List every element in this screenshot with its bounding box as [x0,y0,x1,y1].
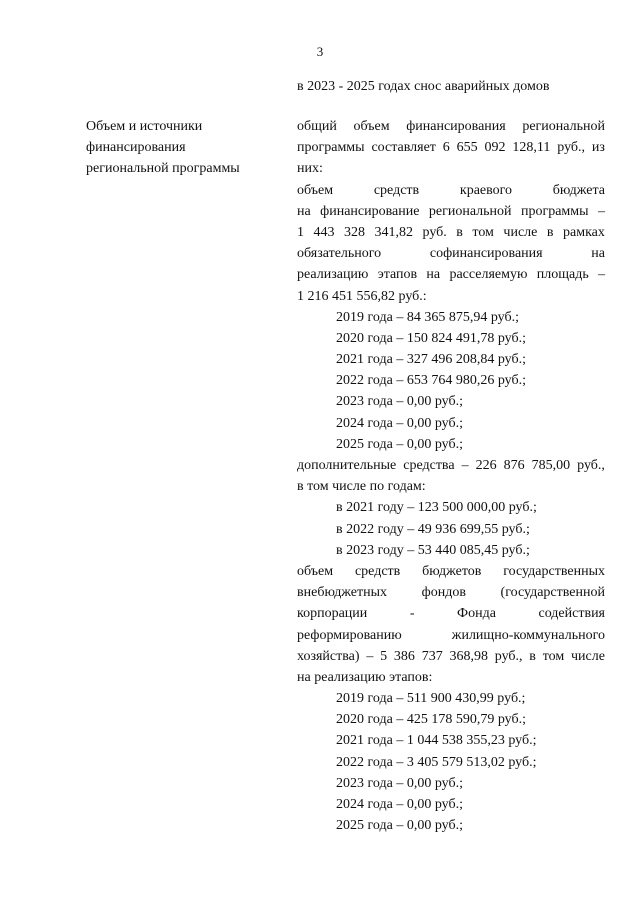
text-line: 2022 года – 653 764 980,26 руб.; [336,373,526,389]
text-line [297,180,605,201]
word: краевого [459,182,513,198]
page-number: 3 [316,44,324,59]
word: Фонда [457,606,496,622]
word: на [426,267,441,283]
text-line [297,646,605,667]
word: этапов [377,267,418,283]
word: 6 [442,140,450,156]
word: в [546,224,554,240]
word: реализацию [297,267,369,283]
text-line: 2025 года – 0,00 руб.; [336,436,463,452]
word: жилищно-коммунального [451,627,605,643]
word: содействия [538,606,605,622]
word: рамках [563,224,605,240]
text-line: 2021 года – 327 496 208,84 руб.; [336,352,526,368]
word: числе [503,224,538,240]
word: объем [297,182,334,198]
text-line: 1 216 451 556,82 руб.: [297,288,427,304]
word: дополнительные [297,458,397,473]
word: средства [403,458,455,473]
word: 443 [313,224,335,240]
text-line: 2019 года – 84 365 875,94 руб.; [336,309,519,325]
text-line: 2019 года – 511 900 430,99 руб.; [336,691,526,707]
word: (государственной [500,585,605,601]
word: бюджета [552,182,605,198]
text-line: 2020 года – 425 178 590,79 руб.; [336,712,526,728]
text-line [297,582,605,603]
word: общий [297,119,337,134]
word: бюджетов [422,563,482,579]
word: руб., [557,140,586,156]
text-line: 2024 года – 0,00 руб.; [336,797,463,812]
text-line [297,243,605,264]
word: числе [571,648,605,664]
word: программы [297,140,365,156]
word: - [409,606,415,622]
section-label-line: региональной программы [86,161,240,176]
text-line [297,137,605,158]
word: государственных [503,563,605,579]
word: в [529,648,536,664]
word: руб. [422,224,447,240]
word: программы [520,203,589,219]
financing-description [297,116,605,836]
word: 328 [344,224,365,240]
section-label [86,116,276,179]
word: на [591,246,605,262]
word: региональной [522,119,605,134]
word: средств [373,182,420,198]
word: – [461,458,469,473]
text-line [297,561,605,582]
word: корпорации [297,606,368,622]
word: софинансирования [429,246,543,262]
word: 226 [475,458,497,473]
word: руб., [494,648,523,664]
word: на [297,203,311,219]
text-line [297,264,605,285]
text-line: в 2023 году – 53 440 085,45 руб.; [336,542,530,558]
word: финансирования [406,119,506,134]
word: 128,11 [512,140,551,156]
word: расселяемую [449,267,528,283]
text-line: 2023 года – 0,00 руб.; [336,775,463,791]
text-line: в 2022 году – 49 936 699,55 руб.; [336,521,530,537]
word: – [598,267,605,283]
word: 5 [380,648,388,664]
word: средств [354,563,401,579]
text-line: 2020 года – 150 824 491,78 руб.; [336,330,526,346]
text-line: 2021 года – 1 044 538 355,23 руб.; [336,733,537,749]
text-line: на реализацию этапов: [297,669,433,685]
word: из [591,140,605,156]
text-line [297,222,605,243]
text-line: в том числе по годам: [297,479,426,495]
text-line: них: [297,161,323,177]
text-line: в 2021 году – 123 500 000,00 руб.; [336,500,537,516]
text-line [297,625,605,646]
section-label-line: финансирования [86,140,186,155]
word: 341,82 [374,224,413,240]
word: – [598,203,605,219]
word: 785,00 [531,458,571,473]
text-line [297,603,605,624]
text-line: 2023 года – 0,00 руб.; [336,394,463,410]
word: 655 [456,140,478,156]
word: 876 [503,458,525,473]
text-line: 2025 года – 0,00 руб.; [336,818,463,834]
word: фондов [421,585,466,601]
word: 737 [421,648,443,664]
word: – [366,648,374,664]
text-line [297,116,605,137]
word: финансирование [320,203,420,219]
text-line: 2024 года – 0,00 руб.; [336,415,463,431]
word: площадь [536,267,589,283]
word: 368,98 [449,648,488,664]
word: внебюджетных [297,585,388,601]
word: региональной [428,203,512,219]
word: 092 [484,140,506,156]
section-label-line: Объем и источники [86,119,203,134]
word: том [472,224,494,240]
word: объем [353,119,390,134]
word: 1 [297,224,304,240]
word: в [456,224,463,240]
word: составляет [371,140,436,156]
word: том [542,648,565,664]
word: руб., [577,458,605,473]
word: реформированию [297,627,402,643]
word: объем [297,563,334,579]
text-line: 2022 года – 3 405 579 513,02 руб.; [336,754,537,770]
word: 386 [393,648,415,664]
word: обязательного [297,246,382,262]
text-line [297,201,605,222]
word: хозяйства) [297,648,360,664]
text-line [297,455,605,476]
intro-line: в 2023 - 2025 годах снос аварийных домов [297,79,550,94]
